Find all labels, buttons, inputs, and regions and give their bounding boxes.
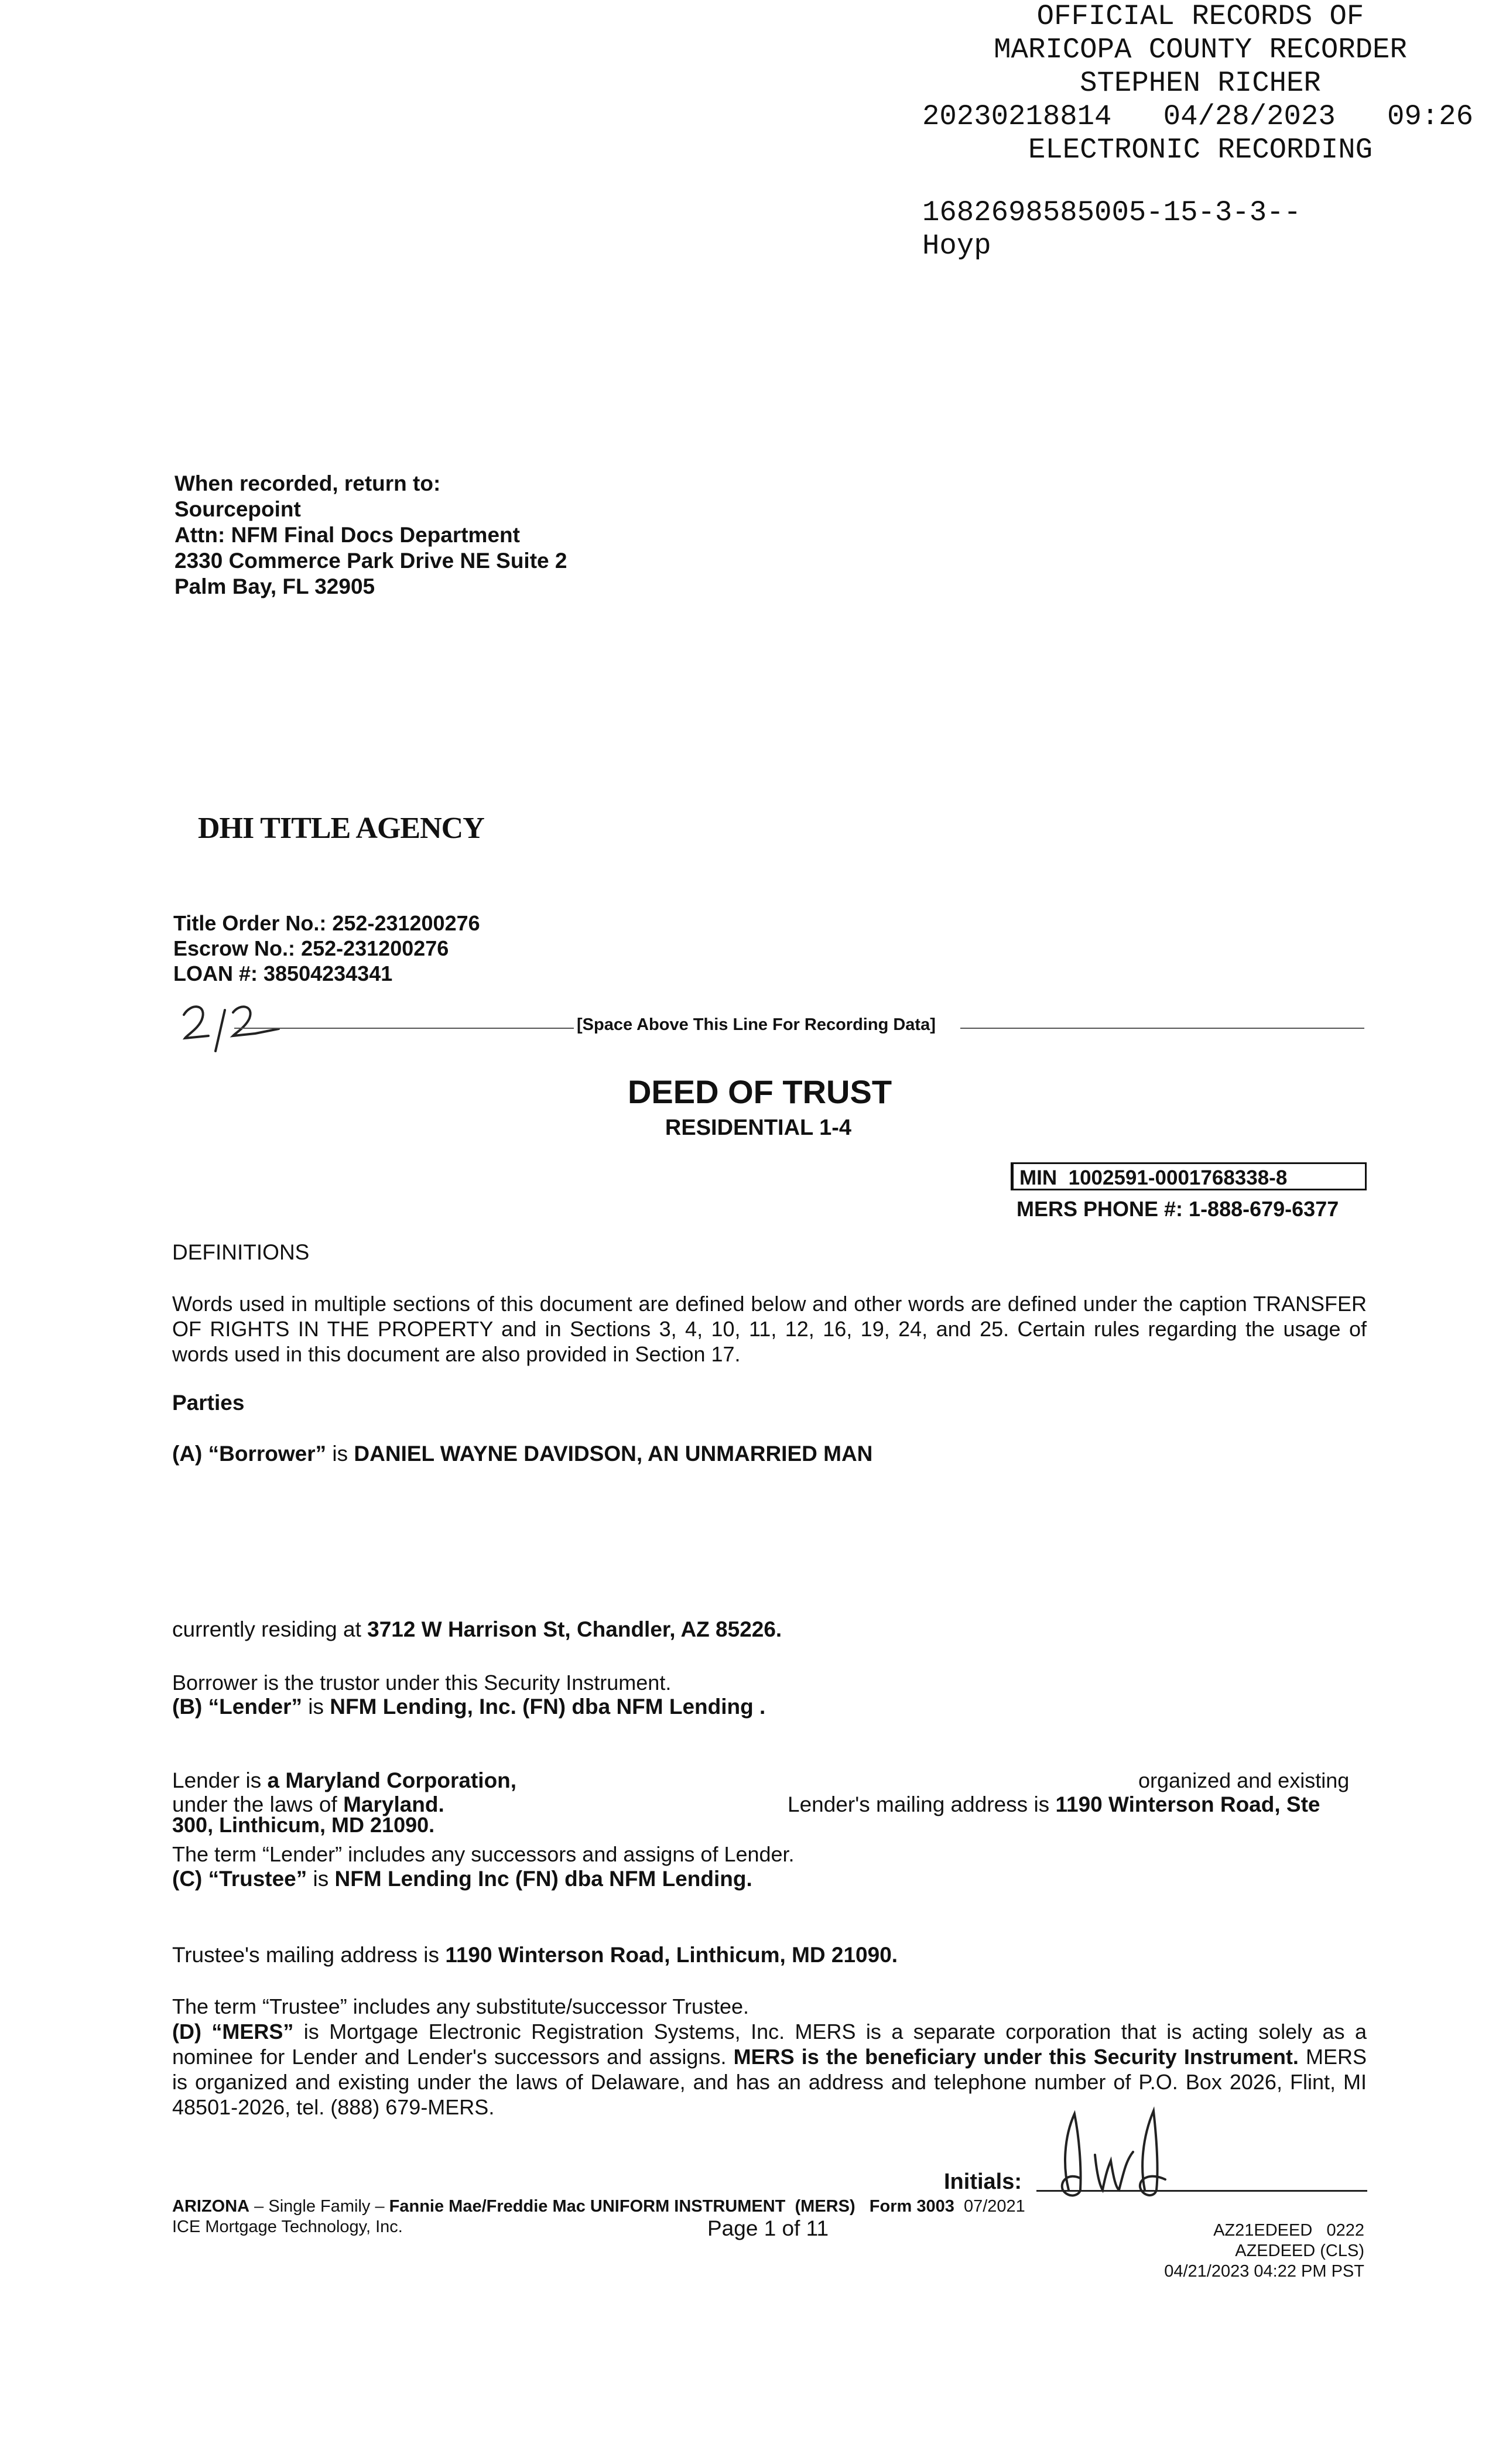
- recording-space-label: [Space Above This Line For Recording Data]: [577, 1015, 936, 1034]
- lender-name: NFM Lending, Inc. (FN) dba NFM Lending .: [330, 1695, 766, 1719]
- trustee-mailing-line: [172, 1943, 898, 1967]
- document-title: DEED OF TRUST: [627, 1073, 892, 1110]
- escrow-label: Escrow No.:: [173, 936, 296, 960]
- recording-line-right: [960, 1028, 1364, 1029]
- lender-is-prefix: Lender is: [172, 1768, 268, 1792]
- lender-is: is: [302, 1695, 330, 1719]
- stamp-recording-number: 20230218814: [922, 100, 1112, 133]
- title-order-label: Title Order No.:: [173, 911, 327, 935]
- lender-mailing-line: [788, 1792, 1320, 1817]
- borrower-address: 3712 W Harrison St, Chandler, AZ 85226.: [367, 1617, 782, 1641]
- footer-code-3: 04/21/2023 04:22 PM PST: [1164, 2262, 1364, 2281]
- lender-label: (B) “Lender”: [172, 1695, 302, 1719]
- footer-code-1: AZ21EDEED 0222: [1213, 2221, 1364, 2240]
- return-city: Palm Bay, FL 32905: [174, 574, 375, 598]
- recorder-stamp: [913, 0, 1487, 167]
- trustee-name: NFM Lending Inc (FN) dba NFM Lending.: [334, 1867, 752, 1891]
- return-attn: Attn: NFM Final Docs Department: [174, 523, 520, 547]
- stamp-time: 09:26: [1387, 100, 1473, 133]
- lender-state: Maryland.: [343, 1792, 444, 1816]
- stamp-line-5: ELECTRONIC RECORDING: [1028, 134, 1373, 166]
- intro-paragraph: Words used in multiple sections of this document are defined below and other words are defined under the caption TRANSFER OF RIGHTS IN THE PROPERTY and in Sections 3, 4, 10, 11, 12, 16, 19, 24, and 25. Certain rules regarding the usage of words used in this document are also provided in Section 17.: [172, 1292, 1367, 1366]
- order-numbers: [173, 911, 480, 986]
- stamp-document-id: [922, 196, 1301, 263]
- lender-entity: a Maryland Corporation,: [267, 1768, 517, 1792]
- footer-state: ARIZONA: [172, 2197, 250, 2216]
- trustee-is: is: [307, 1867, 335, 1891]
- return-street: 2330 Commerce Park Drive NE Suite 2: [174, 549, 567, 573]
- stamp-recording-info: [913, 100, 1487, 134]
- borrower-name: DANIEL WAYNE DAVIDSON, AN UNMARRIED MAN: [354, 1442, 873, 1466]
- footer-form-number: (MERS) Form 3003: [785, 2197, 954, 2216]
- borrower-residence: [172, 1617, 782, 1642]
- min-value: 1002591-0001768338-8: [1068, 1166, 1288, 1189]
- borrower-is: is: [326, 1442, 354, 1466]
- return-to-block: [174, 471, 567, 600]
- borrower-label: (A) “Borrower”: [172, 1442, 327, 1466]
- footer-uniform-instrument: Fannie Mae/Freddie Mac UNIFORM INSTRUMENT: [389, 2197, 786, 2216]
- loan-row: [173, 961, 480, 986]
- lender-mailing-address-2: 300, Linthicum, MD 21090.: [172, 1813, 435, 1837]
- stamp-line-1: OFFICIAL RECORDS OF: [1036, 0, 1364, 33]
- laws-prefix: under the laws of: [172, 1792, 344, 1816]
- stamp-doc-id: 1682698585005-15-3-3--: [922, 196, 1301, 229]
- footer-form-part1: – Single Family –: [249, 2197, 389, 2216]
- title-agency-logo: DHI TITLE AGENCY: [198, 812, 484, 845]
- mers-text-2: MERS is organized and existing under the laws of Delaware, and has an address and telephone number of P.O. Box 2026, Flint, MI 48501-2026, tel. (888) 679-MERS.: [172, 2045, 1367, 2119]
- page-number: Page 1 of 11: [707, 2216, 829, 2240]
- loan-value: 38504234341: [263, 961, 393, 985]
- lender-entity-line: [172, 1768, 516, 1793]
- min-box: [1011, 1162, 1367, 1190]
- min-label: MIN: [1019, 1166, 1057, 1189]
- footer-vendor: ICE Mortgage Technology, Inc.: [172, 2217, 403, 2236]
- residing-prefix: currently residing at: [172, 1617, 368, 1641]
- stamp-recorder-name: STEPHEN RICHER: [1080, 67, 1321, 100]
- recording-line-left: [234, 1028, 574, 1029]
- initials-line: [1036, 2190, 1367, 2192]
- escrow-value: 252-231200276: [301, 936, 449, 960]
- trustee-mailing-prefix: Trustee's mailing address is: [172, 1943, 446, 1967]
- title-order-value: 252-231200276: [332, 911, 480, 935]
- lender-term-sentence: The term “Lender” includes any successors and assigns of Lender.: [172, 1842, 795, 1866]
- mers-beneficiary-statement: MERS is the beneficiary under this Security Instrument.: [733, 2045, 1299, 2069]
- trustee-label: (C) “Trustee”: [172, 1867, 307, 1891]
- borrower-definition: [172, 1442, 872, 1466]
- footer-codes: [1113, 2220, 1364, 2282]
- return-company: Sourcepoint: [174, 497, 301, 521]
- trustee-mailing-address: 1190 Winterson Road, Linthicum, MD 21090.: [445, 1943, 898, 1967]
- lender-definition: [172, 1695, 765, 1719]
- mers-text-1: is Mortgage Electronic Registration Systems, Inc. MERS is a separate corporation that is acting solely as a nominee for Lender and Lender's successors and assigns.: [172, 2020, 1367, 2069]
- escrow-row: [173, 936, 480, 961]
- stamp-user: Hoyp: [922, 230, 991, 262]
- mers-phone: MERS PHONE #: 1-888-679-6377: [1017, 1197, 1339, 1221]
- definitions-heading: DEFINITIONS: [172, 1240, 310, 1264]
- initials-label: Initials:: [944, 2169, 1022, 2194]
- loan-label: LOAN #:: [173, 961, 258, 985]
- mers-label: (D) “MERS”: [172, 2020, 294, 2044]
- lender-mailing-prefix: Lender's mailing address is: [788, 1792, 1056, 1816]
- parties-heading: Parties: [172, 1391, 245, 1415]
- stamp-date: 04/28/2023: [1163, 100, 1336, 133]
- stamp-line-2: MARICOPA COUNTY RECORDER: [994, 33, 1407, 66]
- footer-code-2: AZEDEED (CLS): [1235, 2241, 1364, 2260]
- trustee-term-sentence: The term “Trustee” includes any substitute/successor Trustee.: [172, 1994, 750, 2018]
- lender-organized: organized and existing: [1138, 1768, 1350, 1792]
- title-order-row: [173, 911, 480, 936]
- borrower-trustor-sentence: Borrower is the trustor under this Security Instrument.: [172, 1671, 672, 1695]
- trustee-definition: [172, 1867, 752, 1891]
- document-subtitle: RESIDENTIAL 1-4: [665, 1115, 852, 1140]
- footer-form-date: 07/2021: [954, 2197, 1025, 2216]
- lender-mailing-address-1: 1190 Winterson Road, Ste: [1055, 1792, 1320, 1816]
- return-heading: When recorded, return to:: [174, 471, 441, 495]
- initials-signature: [1045, 2102, 1221, 2208]
- footer-form-line: [172, 2197, 1025, 2216]
